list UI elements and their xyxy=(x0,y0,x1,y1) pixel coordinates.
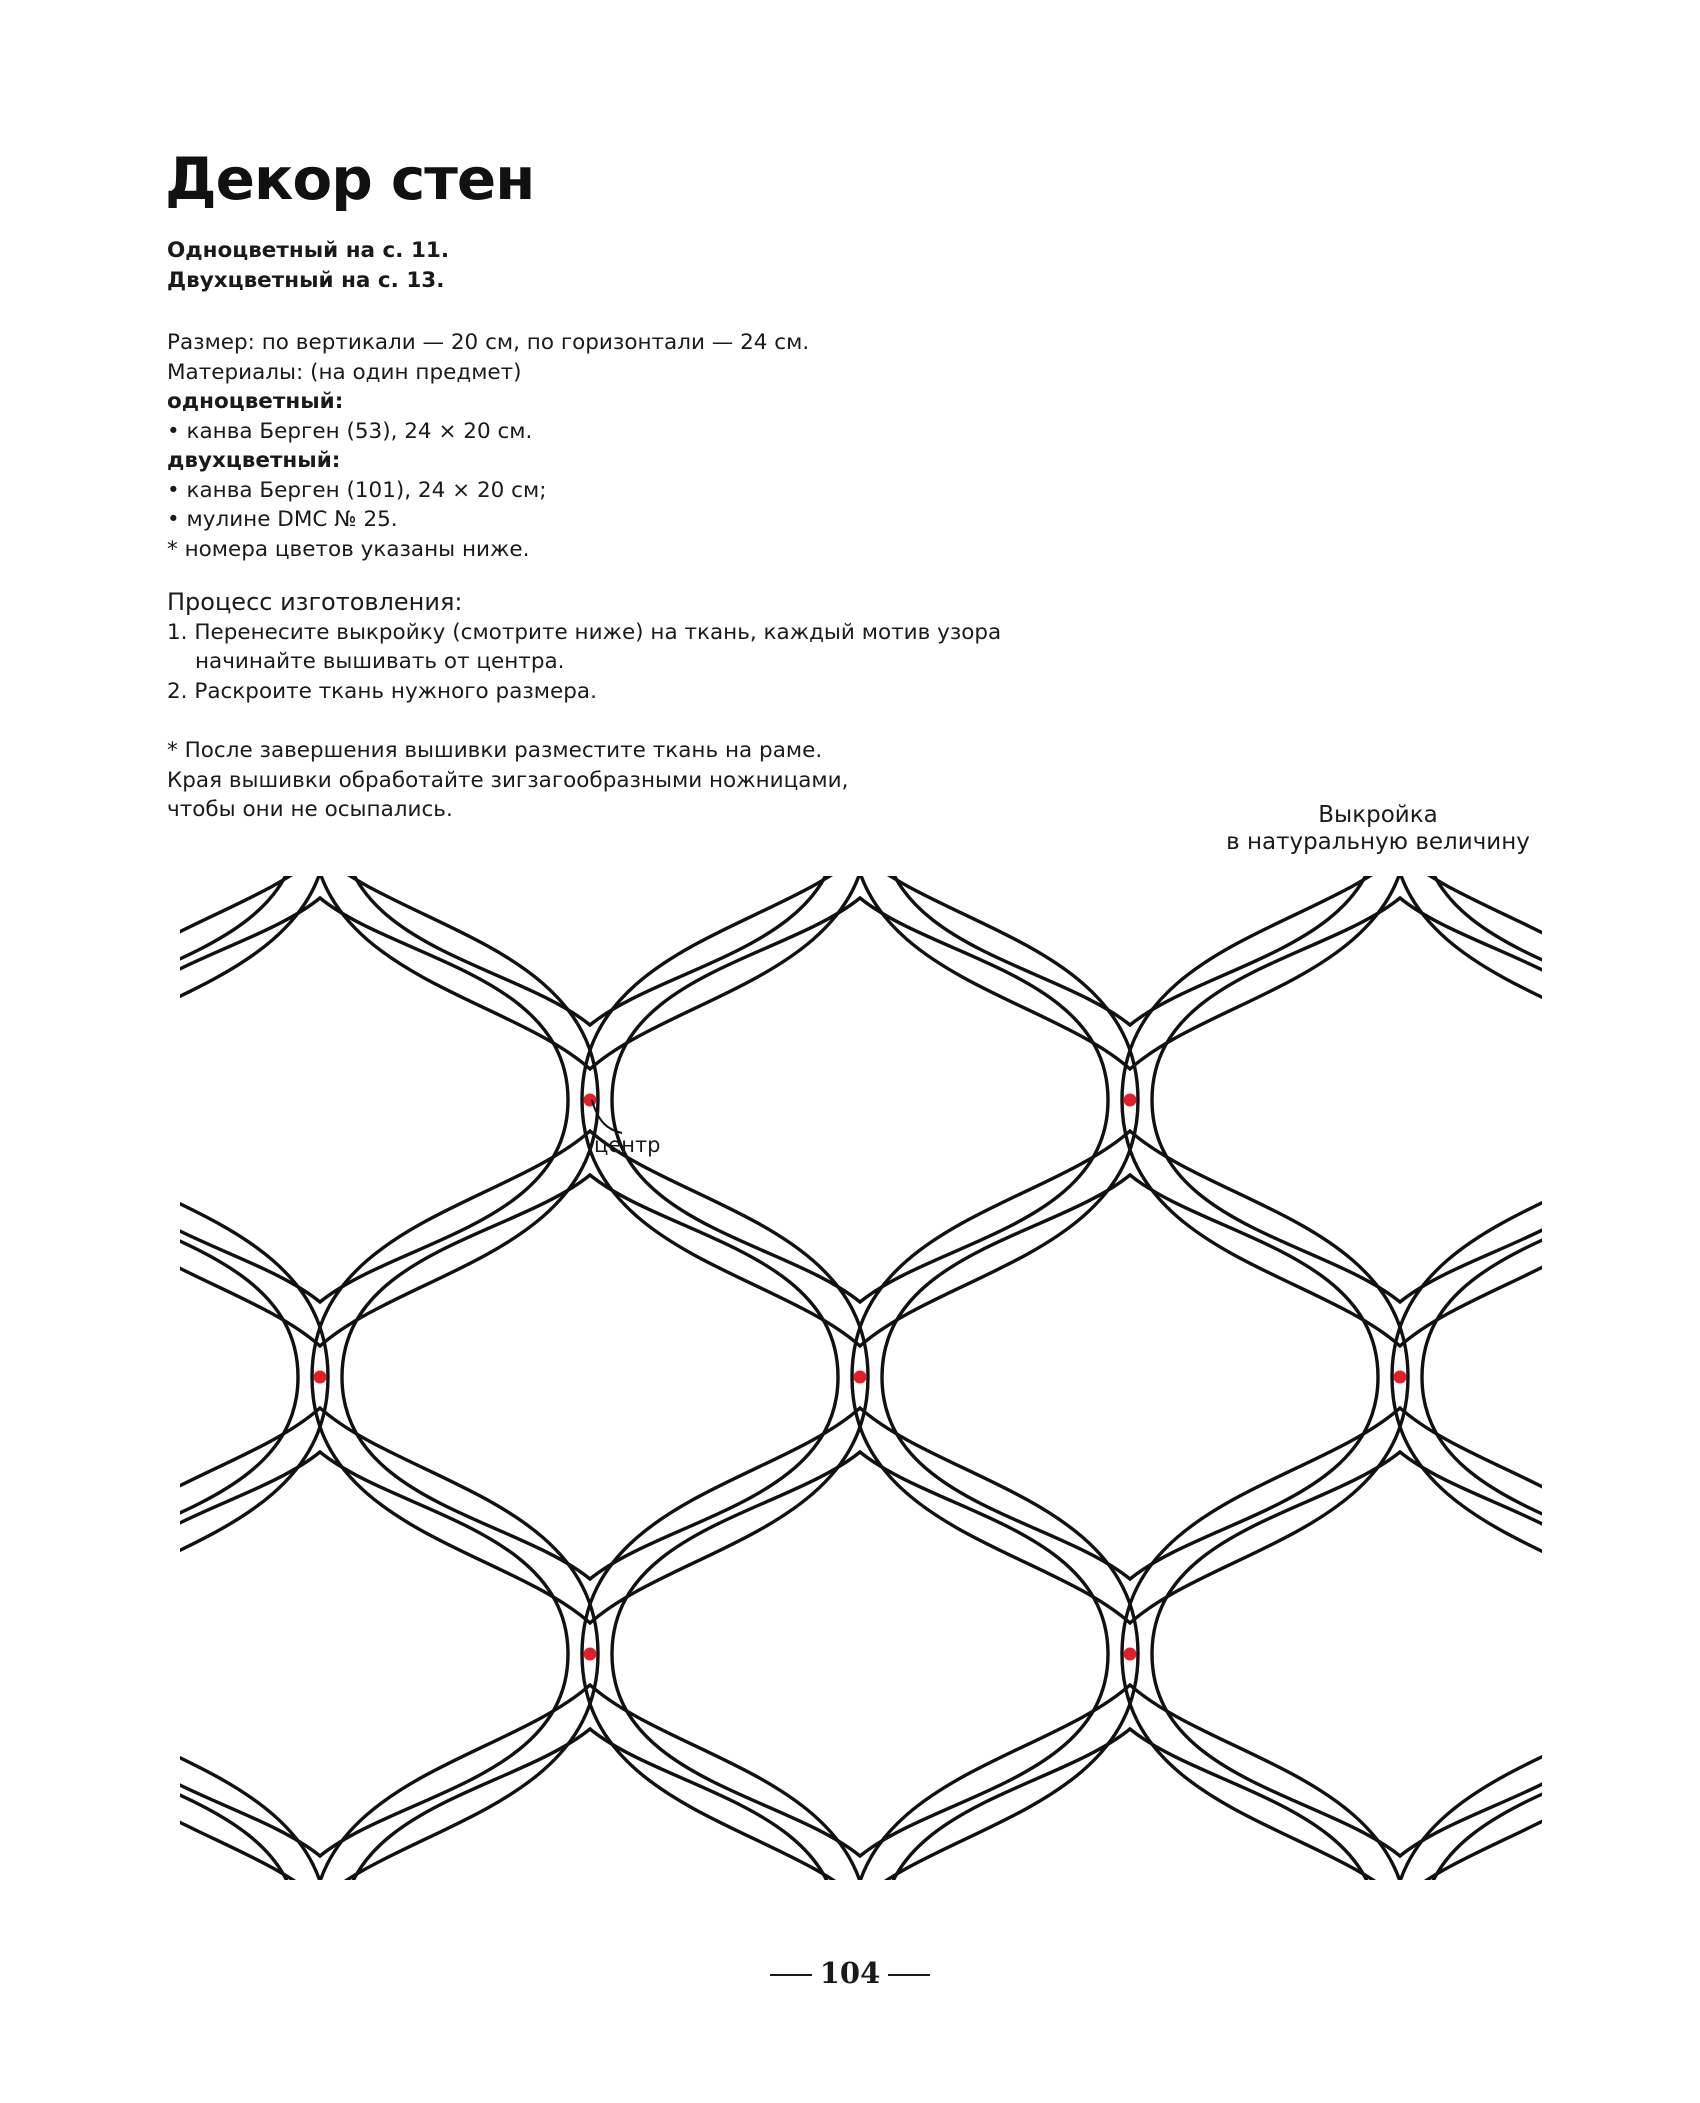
page-number xyxy=(0,1956,1700,1990)
pattern-motif-outline xyxy=(612,898,1108,1302)
duo-heading: двухцветный: xyxy=(167,448,341,473)
pattern-caption-line: в натуральную величину xyxy=(1226,829,1530,855)
note-line: * После завершения вышивки разместите ткань на раме. xyxy=(167,738,823,763)
process-step-1: 1. Перенесите выкройку (смотрите ниже) на ткань, каждый мотив узора xyxy=(167,619,1002,645)
pattern-motif-outline xyxy=(0,577,328,1069)
pattern-motifs xyxy=(0,577,1700,2103)
pattern-motif-outline xyxy=(0,1131,328,1623)
pattern-motif-outline xyxy=(582,854,1138,1346)
center-dot xyxy=(1394,1371,1407,1384)
pattern-motif-outline xyxy=(1122,1408,1678,1900)
center-dot xyxy=(854,1371,867,1384)
process-step-1-continued: начинайте вышивать от центра. xyxy=(195,649,565,674)
pattern-motif-outline xyxy=(1422,621,1700,1025)
page-number-value: 104 xyxy=(819,1956,881,1990)
pattern-motif-outline xyxy=(72,898,568,1302)
pattern-motif-outline xyxy=(582,1408,1138,1900)
pattern-motif-outline xyxy=(1152,898,1648,1302)
pattern-motif-outline xyxy=(0,1685,328,2103)
pattern-motif-outline xyxy=(342,1175,838,1579)
pattern-motif-outline xyxy=(1152,1452,1648,1856)
pattern-motif-outline xyxy=(72,1452,568,1856)
pattern-motif-outline xyxy=(882,1729,1378,2103)
materials-line: Материалы: (на один предмет) xyxy=(167,359,522,385)
pattern-motif-outline xyxy=(882,1175,1378,1579)
page-number-dash-left xyxy=(770,1974,812,1976)
center-markers xyxy=(314,1094,1407,1661)
ref-mono: Одноцветный на с. 11. xyxy=(167,238,450,263)
pattern-caption-line: Выкройка xyxy=(1318,802,1438,828)
pattern-motif-outline xyxy=(42,1408,598,1900)
page-number-dash-right xyxy=(888,1974,930,1976)
pattern-motif-outline xyxy=(0,621,298,1025)
mono-heading: одноцветный: xyxy=(167,389,344,414)
pattern-motif-outline xyxy=(342,1729,838,2103)
mono-item: • канва Берген (53), 24 × 20 см. xyxy=(167,418,533,444)
pattern-motif-outline xyxy=(0,1729,298,2103)
duo-item: • канва Берген (101), 24 × 20 см; xyxy=(167,477,547,503)
duo-item: • мулине DMC № 25. xyxy=(167,507,398,532)
process-step-2: 2. Раскроите ткань нужного размера. xyxy=(167,678,597,704)
pattern-motif-outline xyxy=(1422,1729,1700,2103)
pattern-motif-outline xyxy=(882,621,1378,1025)
pattern-motif-outline xyxy=(0,1175,298,1579)
pattern-motif-outline xyxy=(852,577,1408,1069)
center-dot xyxy=(1124,1094,1137,1107)
pattern-motif-outline xyxy=(612,1452,1108,1856)
pattern-motif-outline xyxy=(342,621,838,1025)
note-line: чтобы они не осыпались. xyxy=(167,797,453,822)
center-dot xyxy=(1124,1648,1137,1661)
page-title: Декор стен xyxy=(165,145,535,213)
center-dot xyxy=(584,1648,597,1661)
size-line: Размер: по вертикали — 20 см, по горизонтали — 24 см. xyxy=(167,330,810,355)
process-heading: Процесс изготовления: xyxy=(167,588,463,616)
pattern-motif-outline xyxy=(852,1685,1408,2103)
center-dot xyxy=(314,1371,327,1384)
pattern-motif-outline xyxy=(312,1131,868,1623)
colors-footnote: * номера цветов указаны ниже. xyxy=(167,536,530,562)
pattern-motif-outline xyxy=(42,854,598,1346)
pattern-motif-outline xyxy=(1392,1131,1700,1623)
note-line: Края вышивки обработайте зигзагообразными ножницами, xyxy=(167,767,849,793)
center-label: центр xyxy=(594,1133,661,1157)
pattern-motif-outline xyxy=(1392,1685,1700,2103)
center-dot xyxy=(584,1094,597,1107)
ref-duo: Двухцветный на с. 13. xyxy=(167,267,445,293)
pattern-motif-outline xyxy=(1422,1175,1700,1579)
pattern-motif-outline xyxy=(312,577,868,1069)
pattern-motif-outline xyxy=(1392,577,1700,1069)
pattern-motif-outline xyxy=(1122,854,1678,1346)
pattern-motif-outline xyxy=(312,1685,868,2103)
pattern-motif-outline xyxy=(852,1131,1408,1623)
